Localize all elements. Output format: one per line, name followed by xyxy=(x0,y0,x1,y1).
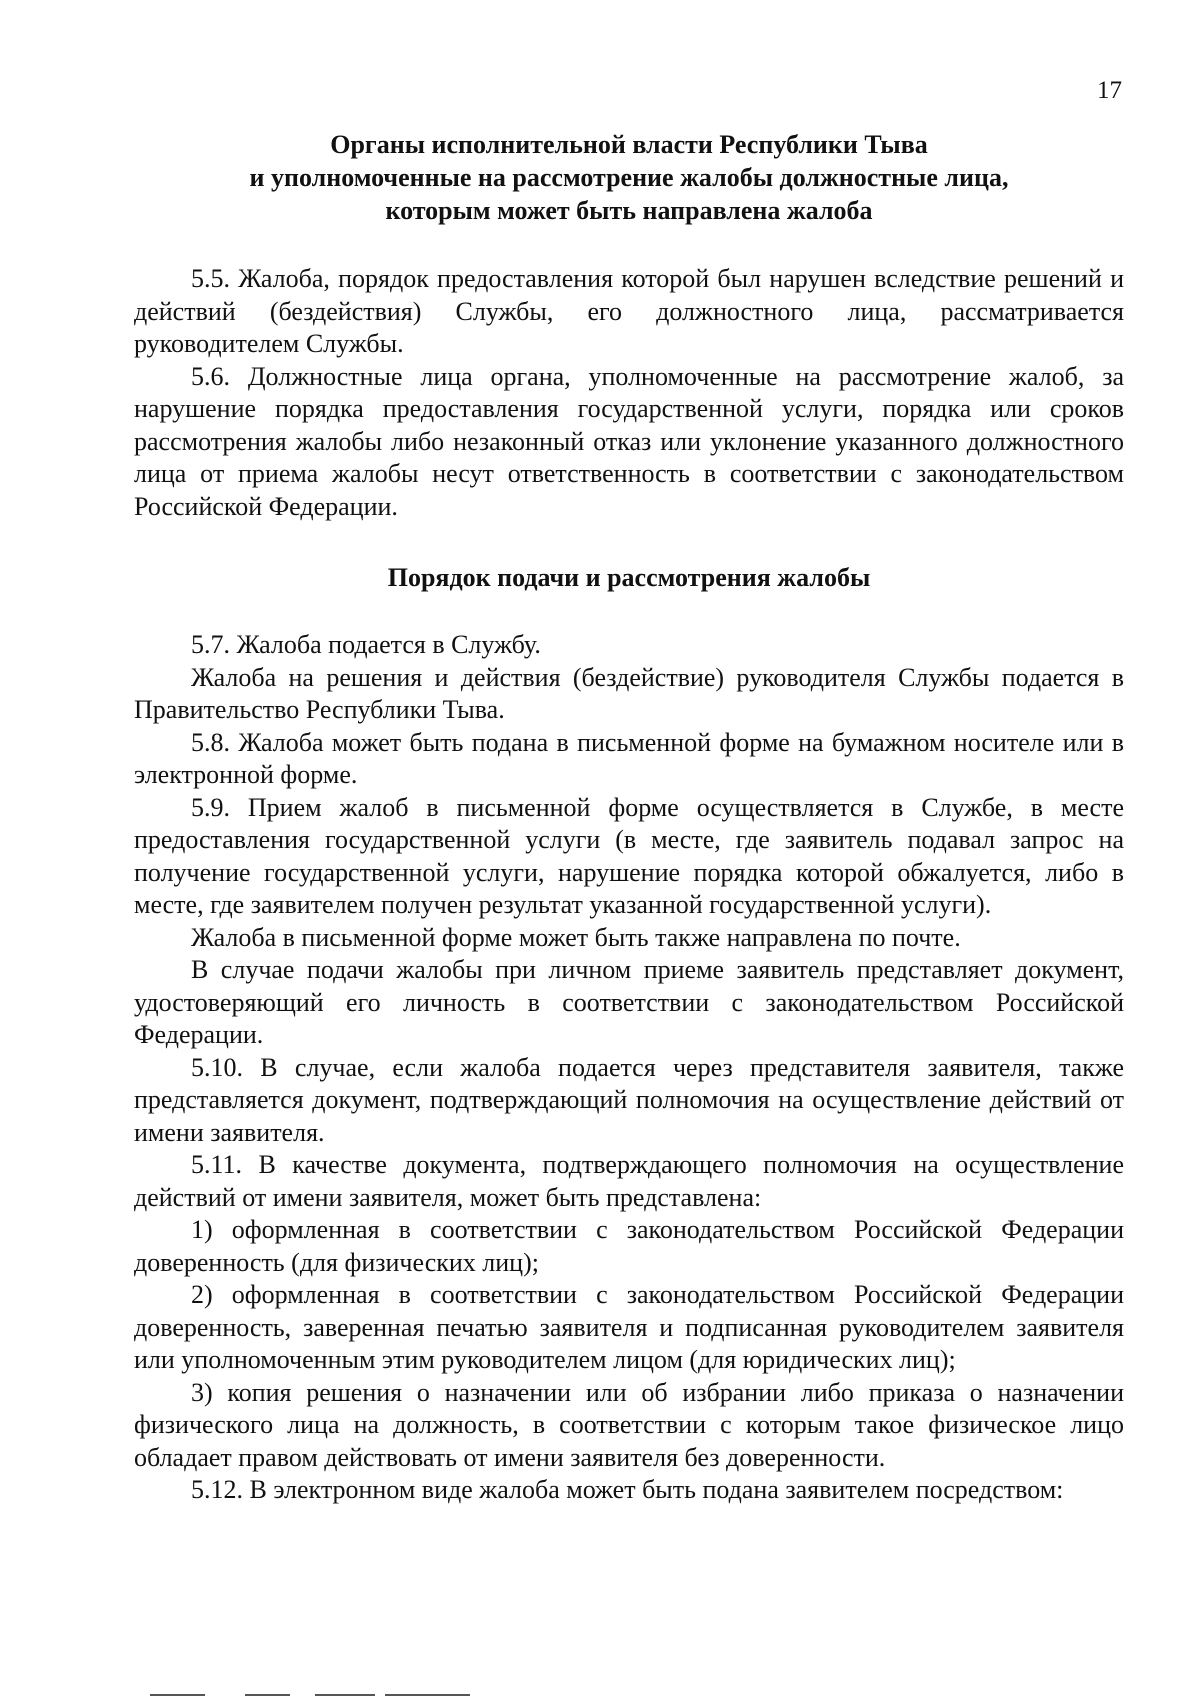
list-item-3: 3) копия решения о назначении или об избрании либо приказа о назначении физического лица на должность, в соответствии с которым такое физическое лицо обладает правом действовать от имени заявителя без доверенности. xyxy=(134,1377,1124,1472)
paragraph-5-6: 5.6. Должностные лица органа, уполномоченные на рассмотрение жалоб, за нарушение порядка предоставления государственной услуги, порядка или сроков рассмотрения жалобы либо незаконный отказ или уклонение указанного должностного лица от приема жалобы несут ответственность в соответствии с законодательством Российской Федерации. xyxy=(134,361,1124,521)
heading-line: и уполномоченные на рассмотрение жалобы должностные лица, xyxy=(249,163,1009,192)
paragraph-5-12: 5.12. В электронном виде жалоба может быть подана заявителем посредством: xyxy=(191,1475,1064,1504)
scan-edge-marks xyxy=(0,1690,1200,1700)
paragraph-5-8: 5.8. Жалоба может быть подана в письменной форме на бумажном носителе или в электронной форме. xyxy=(134,727,1124,789)
paragraph-5-7-government: Жалоба на решения и действия (бездействие) руководителя Службы подается в Правительство Республики Тыва. xyxy=(134,662,1124,724)
paragraph-5-9-mail: Жалоба в письменной форме может быть также направлена по почте. xyxy=(191,922,961,952)
page-number: 17 xyxy=(1097,77,1122,104)
paragraph-5-9: 5.9. Прием жалоб в письменной форме осуществляется в Службе, в месте предоставления государственной услуги (в месте, где заявитель подавал запрос на получение государственной услуги, нарушение порядка которой обжалуется, либо в месте, где заявителем получен результат указанной государственной услуги). xyxy=(134,792,1124,919)
heading-line: которым может быть направлена жалоба xyxy=(385,196,873,225)
paragraph-5-11: 5.11. В качестве документа, подтверждающего полномочия на осуществление действий от имени заявителя, может быть представлена: xyxy=(134,1150,1124,1212)
document-body xyxy=(134,128,1124,1507)
paragraph-5-10: 5.10. В случае, если жалоба подается через представителя заявителя, также представляется документ, подтверждающий полномочия на осуществление действий от имени заявителя. xyxy=(134,1052,1124,1147)
paragraph-5-7: 5.7. Жалоба подается в Службу. xyxy=(191,630,541,659)
list-item-1: 1) оформленная в соответствии с законодательством Российской Федерации доверенность (для физических лиц); xyxy=(134,1215,1124,1277)
paragraph-5-5: 5.5. Жалоба, порядок предоставления которой был нарушен вследствие решений и действий (бездействия) Службы, его должностного лица, рассматривается руководителем Службы. xyxy=(134,264,1124,358)
heading-line: Органы исполнительной власти Республики Тыва xyxy=(330,130,928,159)
list-item-2: 2) оформленная в соответствии с законодательством Российской Федерации доверенность, заверенная печатью заявителя и подписанная руководителем заявителя или уполномоченным этим руководителем лицом (для юридических лиц); xyxy=(134,1280,1124,1374)
section-heading-procedure: Порядок подачи и рассмотрения жалобы xyxy=(387,563,871,592)
section-heading-authorities xyxy=(134,128,1124,227)
paragraph-5-9-personal: В случае подачи жалобы при личном приеме заявитель представляет документ, удостоверяющий его личность в соответствии с законодательством Российской Федерации. xyxy=(134,955,1124,1049)
